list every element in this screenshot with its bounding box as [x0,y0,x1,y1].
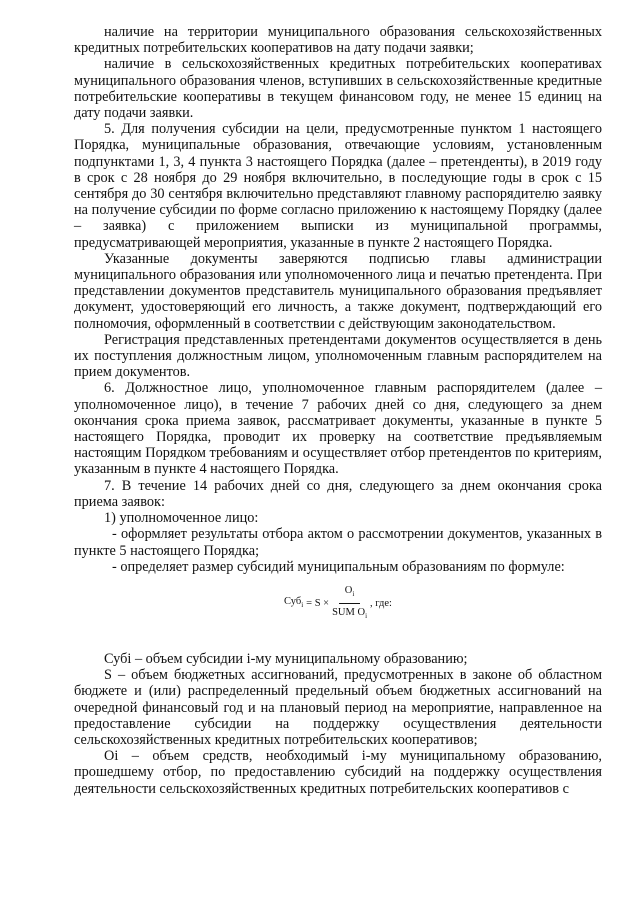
formula-lhs: Суб$_i$ [284,596,304,610]
paragraph-registration: Регистрация представленных претендентами документов осуществляется в день их поступления должностным лицом, уполномоченным главным распорядителем на прием документов. [74,331,602,381]
formula-tail: , где: [370,597,392,609]
subsidy-formula [74,575,602,633]
formula-fraction [332,583,367,625]
paragraph-condition-members: наличие в сельскохозяйственных кредитных потребительских кооперативах муниципального образования членов, вступивших в сельскохозяйственные кредитные потребительские кооперативы в текущем финансовом году, не менее 15 единиц на дату подачи заявки. [74,56,602,122]
definition-s: S – объем бюджетных ассигнований, предусмотренных в законе об областном бюджете и (или) распределенный предельный объем бюджетных ассигнований на очередной финансовый год и на плановый период на мероприятие, направленное на предоставление субсидии на поддержку осуществления деятельности сельскохозяйственных кредитных потребительских кооперативов; [74,667,602,748]
definition-sub: Субi – объем субсидии i-му муниципальному образованию; [104,650,468,667]
definition-oi: Oi – объем средств, необходимый i-му муниципальному образованию, прошедшему отбор, по предоставлению субсидий на поддержку осуществления деятельности сельскохозяйственных кредитных потребительских кооперативов с [74,748,602,797]
subitem-1: 1) уполномоченное лицо: [104,510,259,527]
dash-item-2: - определяет размер субсидий муниципальным образованиям по формуле: [112,558,565,575]
paragraph-condition-cooperatives: наличие на территории муниципального образования сельскохозяйственных кредитных потребительских кооперативов на дату подачи заявки; [74,24,602,57]
dash-item-1: - оформляет результаты отбора актом о рассмотрении документов, указанных в пункте 5 настоящего Порядка; [74,526,602,559]
formula-denominator: SUM $O_i$ [332,607,368,621]
formula-eq: = S × [306,597,330,609]
spacer [74,633,602,651]
formula-numerator: $O_i$ [339,583,361,604]
paragraph-item-5: 5. Для получения субсидии на цели, предусмотренные пунктом 1 настоящего Порядка, муниципальные образования, отвечающие условиям, установленным подпунктами 1, 3, 4 пункта 3 настоящего Порядка (далее – претенденты), в 2019 году в срок с 28 ноября до 29 ноября включительно, в последующие годы в срок с 15 сентября до 30 сентября включительно представляют главному распорядителю заявку на получение субсидии по форме согласно приложению к настоящему Порядку (далее – заявка) с приложением выписки из муниципальной программы, предусматривающей мероприятия, указанные в пункте 2 настоящего Порядка. [74,121,602,251]
paragraph-item-6: 6. Должностное лицо, уполномоченное главным распорядителем (далее – уполномоченное лицо), в течение 7 рабочих дней со дня, следующего за днем окончания срока приема заявок, рассматривает документы, указанные в пункте 5 настоящего Порядка, проводит их проверку на соответствие предъявляемым настоящим Порядком требованиям и осуществляет отбор претендентов по критериям, указанным в пункте 4 настоящего Порядка. [74,380,602,478]
paragraph-documents-certification: Указанные документы заверяются подписью главы администрации муниципального образования или уполномоченного лица и печатью претендента. При представлении документов представитель муниципального образования предъявляет документ, удостоверяющий его личность, а также документ, подтверждающий его полномочия, оформленный в соответствии с действующим законодательством. [74,250,602,332]
paragraph-item-7: 7. В течение 14 рабочих дней со дня, следующего за днем окончания срока приема заявок: [74,477,602,510]
